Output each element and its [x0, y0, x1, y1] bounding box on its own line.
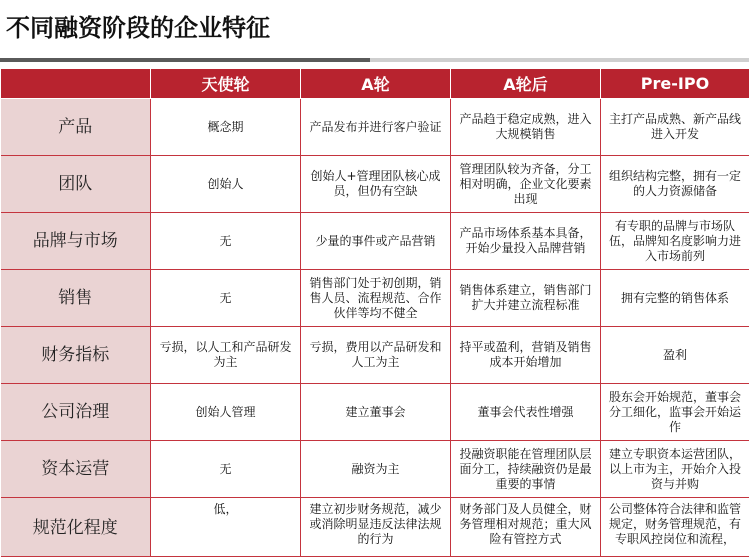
table-cell: 拥有完整的销售体系 — [601, 270, 749, 327]
table-cell: 低， — [151, 498, 301, 557]
table-cell: 亏损，以人工和产品研发为主 — [151, 327, 301, 384]
table-row — [1, 99, 749, 156]
table-cell: 创始人 — [151, 156, 301, 213]
table-header-row — [1, 69, 749, 99]
table-cell: 管理团队较为齐备，分工相对明确，企业文化要素出现 — [451, 156, 601, 213]
table-cell: 少量的事件或产品营销 — [301, 213, 451, 270]
table-row — [1, 270, 749, 327]
table-cell: 无 — [151, 441, 301, 498]
table-cell: 融资为主 — [301, 441, 451, 498]
header-post-series-a: A轮后 — [451, 69, 601, 99]
table-cell: 组织结构完整，拥有一定的人力资源储备 — [601, 156, 749, 213]
header-pre-ipo: Pre-IPO — [601, 69, 749, 99]
table-cell: 产品趋于稳定成熟，进入大规模销售 — [451, 99, 601, 156]
table-cell: 创始人管理 — [151, 384, 301, 441]
table-cell: 投融资职能在管理团队层面分工，持续融资仍是最重要的事情 — [451, 441, 601, 498]
table-row — [1, 156, 749, 213]
table-cell: 无 — [151, 213, 301, 270]
table-row — [1, 384, 749, 441]
title-divider-dark — [0, 58, 370, 62]
table-row — [1, 498, 749, 557]
table-cell: 创始人+管理团队核心成员，但仍有空缺 — [301, 156, 451, 213]
header-angel-round: 天使轮 — [151, 69, 301, 99]
funding-stage-table — [0, 68, 749, 557]
row-label-brand-market: 品牌与市场 — [1, 213, 151, 270]
table-row — [1, 213, 749, 270]
table-cell: 概念期 — [151, 99, 301, 156]
row-label-governance: 公司治理 — [1, 384, 151, 441]
table-row — [1, 327, 749, 384]
table-cell: 建立董事会 — [301, 384, 451, 441]
header-corner-cell — [1, 69, 151, 99]
table-cell: 销售部门处于初创期，销售人员、流程规范、合作伙伴等均不健全 — [301, 270, 451, 327]
table-cell: 产品发布并进行客户验证 — [301, 99, 451, 156]
table-cell: 持平或盈利，营销及销售成本开始增加 — [451, 327, 601, 384]
page-title: 不同融资阶段的企业特征 — [6, 8, 270, 48]
header-series-a: A轮 — [301, 69, 451, 99]
table-cell: 盈利 — [601, 327, 749, 384]
table-cell: 亏损，费用以产品研发和人工为主 — [301, 327, 451, 384]
table-cell: 建立专职资本运营团队，以上市为主，开始介入投资与并购 — [601, 441, 749, 498]
row-label-finance: 财务指标 — [1, 327, 151, 384]
table-cell: 销售体系建立，销售部门扩大并建立流程标准 — [451, 270, 601, 327]
table-cell: 产品市场体系基本具备，开始少量投入品牌营销 — [451, 213, 601, 270]
row-label-standardization: 规范化程度 — [1, 498, 151, 557]
table-cell: 财务部门及人员健全，财务管理相对规范；重大风险有管控方式 — [451, 498, 601, 557]
table-cell: 董事会代表性增强 — [451, 384, 601, 441]
table-cell: 公司整体符合法律和监管规定，财务管理规范，有专职风控岗位和流程， — [601, 498, 749, 557]
table-cell: 主打产品成熟、新产品线进入开发 — [601, 99, 749, 156]
table-cell: 有专职的品牌与市场队伍，品牌知名度影响力进入市场前列 — [601, 213, 749, 270]
row-label-product: 产品 — [1, 99, 151, 156]
row-label-capital-ops: 资本运营 — [1, 441, 151, 498]
row-label-team: 团队 — [1, 156, 151, 213]
table-row — [1, 441, 749, 498]
table-cell: 建立初步财务规范，减少或消除明显违反法律法规的行为 — [301, 498, 451, 557]
table-cell: 股东会开始规范，董事会分工细化，监事会开始运作 — [601, 384, 749, 441]
title-divider-light — [370, 58, 749, 62]
table-cell: 无 — [151, 270, 301, 327]
row-label-sales: 销售 — [1, 270, 151, 327]
